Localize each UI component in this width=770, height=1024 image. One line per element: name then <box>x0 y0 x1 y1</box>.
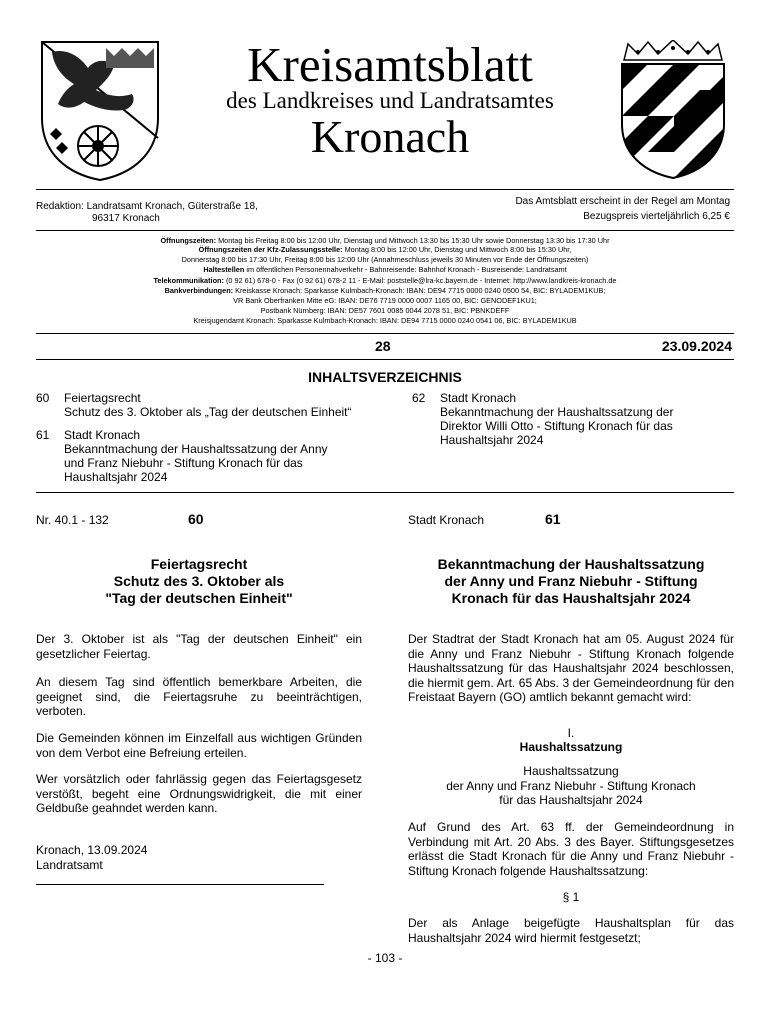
issue-rule-top <box>36 333 734 334</box>
masthead-subtitle: des Landkreises und Landratsamtes <box>226 88 554 113</box>
right-article-heading <box>404 556 738 607</box>
signature-line <box>36 884 324 885</box>
issue-date: 23.09.2024 <box>661 338 732 354</box>
toc-item-62-line: Bekanntmachung der Haushaltssatzung der <box>440 405 674 419</box>
right-heading-line: der Anny und Franz Niebuhr - Stiftung <box>444 573 698 589</box>
bavaria-coat-of-arms-icon <box>618 40 728 180</box>
toc-item-62-line: Stadt Kronach <box>440 391 517 405</box>
toc-item-60[interactable] <box>64 391 394 419</box>
header-rule-info <box>36 230 734 231</box>
left-sign-org: Landratsamt <box>36 858 103 872</box>
kfz-hours-2: Donnerstag 8:00 bis 17:30 Uhr, Freitag 8:00 bis 12:00 Uhr (Annahmeschluss jeweils 30 Minuten vor Ende der Öffnungszeiten) <box>181 255 589 264</box>
issue-number: 28 <box>375 338 391 354</box>
statute-title-line: für das Haushaltsjahr 2024 <box>499 793 643 807</box>
header-rule-top <box>36 189 734 190</box>
toc-item-61-line: Haushaltsjahr 2024 <box>64 470 168 484</box>
left-article-ref: Nr. 40.1 - 132 <box>36 513 109 527</box>
redaktion-line-1: Redaktion: Landratsamt Kronach, Güterstraße 18, <box>36 201 258 212</box>
right-heading-line: Bekanntmachung der Haushaltssatzung <box>437 556 705 572</box>
bank-2: VR Bank Oberfranken Mitte eG: IBAN: DE76 7719 0000 0007 1165 00, BIC: GENODEF1KU1; <box>233 296 537 305</box>
kfz-hours-label: Öffnungszeiten der Kfz-Zulassungsstelle: <box>198 245 343 254</box>
right-heading-line: Kronach für das Haushaltsjahr 2024 <box>451 590 691 606</box>
opening-hours-text: Montag bis Freitag 8:00 bis 12:00 Uhr, Dienstag und Mittwoch 13:30 bis 15:30 Uhr sowie Donnerstag 13:30 bis 17:30 Uhr <box>216 236 610 245</box>
kfz-hours-text: Montag 8:00 bis 12:00 Uhr, Dienstag und Mittwoch 8:00 bis 15:30 Uhr, <box>342 245 572 254</box>
toc-rule-bottom <box>36 492 734 493</box>
statute-title-line: Haushaltssatzung <box>523 764 619 778</box>
section-title: Haushaltssatzung <box>519 740 623 754</box>
toc-item-61-line: Bekanntmachung der Haushaltssatzung der Anny <box>64 442 328 456</box>
paragraph-sign: § 1 <box>562 890 580 904</box>
toc-item-60-line: Feiertagsrecht <box>64 391 141 405</box>
left-paragraph-4: Wer vorsätzlich oder fahrlässig gegen das Feiertagsgesetz verstößt, begeht eine Ordnungswidrigkeit, die mit einer Geldbuße geahndet werden kann. <box>36 772 362 815</box>
toc-item-62-line: Direktor Willi Otto - Stiftung Kronach für das <box>440 419 673 433</box>
telecom-label: Telekommunikation: <box>153 276 224 285</box>
left-heading-line: Feiertagsrecht <box>150 556 248 572</box>
toc-item-60-num: 60 <box>36 391 50 405</box>
right-article-ref: Stadt Kronach <box>408 513 485 527</box>
stops <box>30 265 740 275</box>
stops-text: im öffentlichen Personennahverkehr - Bahnreisende: Bahnhof Kronach - Busreisende: Landratsamt <box>244 265 567 274</box>
left-sign-place: Kronach, 13.09.2024 <box>36 843 148 857</box>
telecom-text: (0 92 61) 678-0 - Fax (0 92 61) 678-2 11 - E-Mail: poststelle@lra-kc.bayern.de - Internet: http://www.landkreis-kronach.de <box>223 276 617 285</box>
toc-item-61-line: und Franz Niebuhr - Stiftung Kronach für das <box>64 456 303 470</box>
toc-heading: INHALTSVERZEICHNIS <box>308 369 462 385</box>
statute-title-line: der Anny und Franz Niebuhr - Stiftung Kronach <box>446 778 696 793</box>
masthead-place: Kronach <box>310 111 470 162</box>
bank <box>30 286 740 296</box>
bank-label: Bankverbindungen: <box>164 286 234 295</box>
statute-title <box>408 764 734 808</box>
left-heading-line: "Tag der deutschen Einheit" <box>105 590 293 606</box>
left-article-number: 60 <box>188 511 204 527</box>
toc-item-62-num: 62 <box>412 391 426 405</box>
toc-item-61[interactable] <box>64 428 394 484</box>
schedule-line-2: Bezugspreis vierteljährlich 6,25 € <box>583 211 730 222</box>
toc-item-62-line: Haushaltsjahr 2024 <box>440 433 544 447</box>
kronach-coat-of-arms-icon <box>36 38 164 182</box>
section-number: I. <box>567 726 575 740</box>
redaktion-line-2: 96317 Kronach <box>92 213 160 224</box>
toc-item-62[interactable] <box>440 391 740 447</box>
stops-label: Haltestellen <box>203 265 245 274</box>
left-article-heading <box>36 556 362 607</box>
left-paragraph-2: An diesem Tag sind öffentlich bemerkbare Arbeiten, die geeignet sind, die Feiertagsruhe zu beeinträchtigen, verboten. <box>36 675 362 718</box>
left-paragraph-1: Der 3. Oktober ist als "Tag der deutschen Einheit" ein gesetzlicher Feiertag. <box>36 632 362 661</box>
page-number: - 103 - <box>367 951 403 965</box>
bank-text: Kreiskasse Kronach: Sparkasse Kulmbach-Kronach: IBAN: DE94 7715 0000 0240 0500 54, BIC: BYLADEM1KUB; <box>233 286 606 295</box>
left-paragraph-3: Die Gemeinden können im Einzelfall aus wichtigen Gründen von dem Verbot eine Befreiung erteilen. <box>36 731 362 760</box>
bank-3: Postbank Nürnberg: IBAN: DE57 7601 0085 0044 2078 51, BIC: PBNKDEFF <box>260 306 510 315</box>
bank-4: Kreisjugendamt Kronach: Sparkasse Kulmbach-Kronach: IBAN: DE94 7715 0000 0240 0541 06, BIC: BYLADEM1KUB <box>193 316 577 325</box>
issue-rule-bottom <box>36 359 734 360</box>
right-intro: Der Stadtrat der Stadt Kronach hat am 05. August 2024 für die Anny und Franz Niebuhr - Stiftung Kronach folgende Haushaltssatzung für das Haushaltsjahr 2024 beschlossen, die hiermit gem. Art. 65 Abs. 3 der Gemeindeordnung für den Freistaat Bayern (GO) amtlich bekannt gemacht wird: <box>408 632 734 704</box>
telecom <box>30 276 740 286</box>
right-article-number: 61 <box>545 511 561 527</box>
left-heading-line: Schutz des 3. Oktober als <box>113 573 285 589</box>
right-paragraph-2: Auf Grund des Art. 63 ff. der Gemeindeordnung in Verbindung mit Art. 20 Abs. 3 des Bayer. Stiftungsgesetzes erlässt die Stadt Kronach für die Anny und Franz Niebuhr - Stiftung Kronach folgende Haushaltssatzung: <box>408 820 734 878</box>
opening-hours-label: Öffnungszeiten: <box>160 236 217 245</box>
kfz-hours <box>30 245 740 255</box>
right-paragraph-3: Der als Anlage beigefügte Haushaltsplan für das Haushaltsjahr 2024 wird hiermit festgesetzt; <box>408 916 734 945</box>
toc-item-60-line: Schutz des 3. Oktober als „Tag der deutschen Einheit“ <box>64 405 352 419</box>
schedule-line-1: Das Amtsblatt erscheint in der Regel am Montag <box>515 196 730 207</box>
toc-item-61-line: Stadt Kronach <box>64 428 141 442</box>
toc-item-61-num: 61 <box>36 428 50 442</box>
masthead-title: Kreisamtsblatt <box>247 37 533 92</box>
